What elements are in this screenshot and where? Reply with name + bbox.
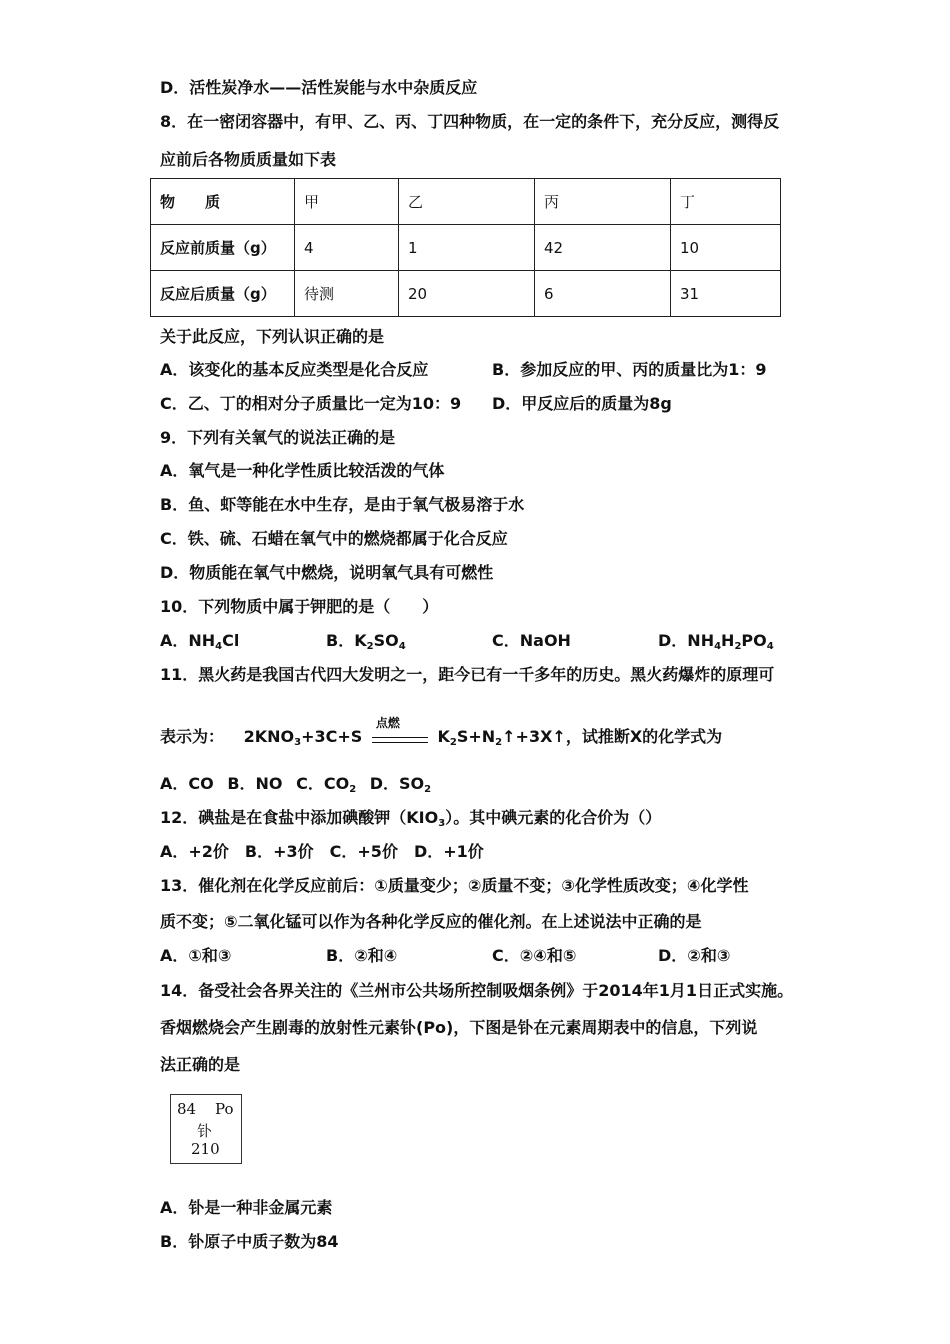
table-cell: 反应前质量（g）: [151, 225, 295, 271]
q12-stem: [160, 808, 661, 828]
q10-stem: 10．下列物质中属于钾肥的是（ ）: [160, 597, 439, 616]
q9-option-d: D．物质能在氧气中燃烧，说明氧气具有可燃性: [160, 563, 494, 582]
q14-stem-line1: 14．备受社会各界关注的《兰州市公共场所控制吸烟条例》于2014年1月1日正式实施。: [160, 981, 794, 1000]
q9-option-c: C．铁、硫、石蜡在氧气中的燃烧都属于化合反应: [160, 529, 508, 548]
element-symbol: Po: [215, 1100, 234, 1118]
formula-part: K: [437, 727, 450, 746]
stem-part: 12．碘盐是在食盐中添加碘酸钾（KIO: [160, 808, 439, 827]
q13-option-a: A．①和③: [160, 946, 232, 965]
formula-part: PO: [741, 631, 767, 650]
formula-part: K: [354, 631, 367, 650]
mass-table: [150, 178, 781, 317]
table-cell: 4: [295, 225, 399, 271]
table-row: [151, 225, 781, 271]
q10-option-b: [326, 631, 406, 651]
q10-option-d: [658, 631, 774, 651]
q11-option-d: [370, 774, 431, 793]
q11-option-b: B．NO: [227, 774, 283, 793]
formula-part: D．SO: [369, 774, 425, 793]
q14-stem-line3: 法正确的是: [160, 1055, 241, 1074]
formula-part: ↑+3X↑: [502, 727, 566, 746]
q11-option-a: A．CO: [160, 774, 214, 793]
q8-option-c: C．乙、丁的相对分子质量比一定为10：9: [160, 394, 462, 413]
atomic-mass: 210: [191, 1140, 220, 1158]
q7-option-d: D．活性炭净水——活性炭能与水中杂质反应: [160, 78, 478, 97]
q10-option-c: [492, 631, 571, 651]
q9-stem: 9．下列有关氧气的说法正确的是: [160, 428, 396, 447]
q13-option-d: D．②和③: [658, 946, 731, 965]
table-cell: 20: [399, 271, 535, 317]
option-label: C．: [492, 631, 520, 650]
option-label: B．: [326, 631, 355, 650]
q11-stem-line1: 11．黑火药是我国古代四大发明之一，距今已有一千多年的历史。黑火药爆炸的原理可: [160, 665, 775, 684]
q8-prompt: 关于此反应，下列认识正确的是: [160, 327, 385, 346]
q11-equation: [160, 715, 723, 748]
equation-suffix: ，试推断X的化学式为: [565, 727, 723, 746]
table-cell: 31: [671, 271, 781, 317]
q8-stem-line2: 应前后各物质质量如下表: [160, 150, 337, 169]
formula-part: C．CO: [296, 774, 350, 793]
reaction-condition: 点燃: [375, 715, 400, 730]
formula-subscript: 2: [449, 737, 457, 748]
formula-part: Cl: [222, 631, 240, 650]
q8-option-a: A．该变化的基本反应类型是化合反应: [160, 360, 429, 379]
formula-part: NaOH: [519, 631, 571, 650]
table-cell: 42: [535, 225, 671, 271]
table-header-cell: 乙: [399, 179, 535, 225]
q10-option-a: [160, 631, 239, 651]
q8-stem-line1: 8．在一密闭容器中，有甲、乙、丙、丁四种物质，在一定的条件下，充分反应，测得反: [160, 112, 780, 131]
formula-part: NH: [687, 631, 715, 650]
q11-option-c: [296, 774, 356, 793]
formula-subscript: 3: [294, 737, 302, 748]
q14-option-b: B．钋原子中质子数为84: [160, 1232, 339, 1251]
q14-option-a: A．钋是一种非金属元素: [160, 1198, 333, 1217]
q13-option-c: C．②④和⑤: [492, 946, 577, 965]
q13-stem-line1: 13．催化剂在化学反应前后：①质量变少；②质量不变；③化学性质改变；④化学性: [160, 876, 749, 895]
formula-subscript: 4: [398, 641, 406, 652]
equal-sign-icon: [372, 737, 428, 743]
element-name: 钋: [197, 1122, 213, 1140]
q12-options: A．+2价 B．+3价 C．+5价 D．+1价: [160, 842, 484, 861]
formula-subscript: 2: [366, 641, 374, 652]
formula-part: 2KNO: [243, 727, 295, 746]
table-cell: 1: [399, 225, 535, 271]
table-cell: 6: [535, 271, 671, 317]
formula-subscript: 4: [714, 641, 722, 652]
periodic-element-card: [170, 1094, 242, 1164]
q8-option-b: B．参加反应的甲、丙的质量比为1：9: [492, 360, 767, 379]
formula-subscript: 4: [215, 641, 223, 652]
formula-subscript: 2: [349, 784, 357, 795]
formula-subscript: 4: [766, 641, 774, 652]
table-header-cell: 甲: [295, 179, 399, 225]
formula-part: H: [721, 631, 735, 650]
formula-part: S+N: [456, 727, 496, 746]
table-cell: 反应后质量（g）: [151, 271, 295, 317]
table-header-cell: 丙: [535, 179, 671, 225]
formula-subscript: 2: [734, 641, 742, 652]
reaction-arrow: [372, 715, 428, 748]
formula-part: +3C+S: [301, 727, 363, 746]
formula-part: NH: [188, 631, 216, 650]
q14-stem-line2: 香烟燃烧会产生剧毒的放射性元素钋(Po)，下图是钋在元素周期表中的信息，下列说: [160, 1018, 758, 1037]
stem-part: ）。其中碘元素的化合价为（）: [445, 808, 662, 827]
formula-subscript: 2: [495, 737, 503, 748]
table-row: [151, 271, 781, 317]
formula-subscript: 3: [438, 818, 446, 829]
formula-part: SO: [373, 631, 399, 650]
q9-option-b: B．鱼、虾等能在水中生存，是由于氧气极易溶于水: [160, 495, 525, 514]
equation-prefix: 表示为：: [160, 727, 225, 746]
option-label: D．: [658, 631, 688, 650]
q11-options: [160, 774, 431, 794]
table-header-row: [151, 179, 781, 225]
table-header-cell: 丁: [671, 179, 781, 225]
q13-stem-line2: 质不变；⑤二氧化锰可以作为各种化学反应的催化剂。在上述说法中正确的是: [160, 912, 702, 931]
q8-option-d: D．甲反应后的质量为8g: [492, 394, 672, 413]
table-cell: 10: [671, 225, 781, 271]
option-label: A．: [160, 631, 189, 650]
q9-option-a: A．氧气是一种化学性质比较活泼的气体: [160, 461, 445, 480]
table-cell: 待测: [295, 271, 399, 317]
formula-subscript: 2: [424, 784, 432, 795]
table-header-cell: 物 质: [151, 179, 295, 225]
atomic-number: 84: [177, 1100, 197, 1118]
q13-option-b: B．②和④: [326, 946, 398, 965]
